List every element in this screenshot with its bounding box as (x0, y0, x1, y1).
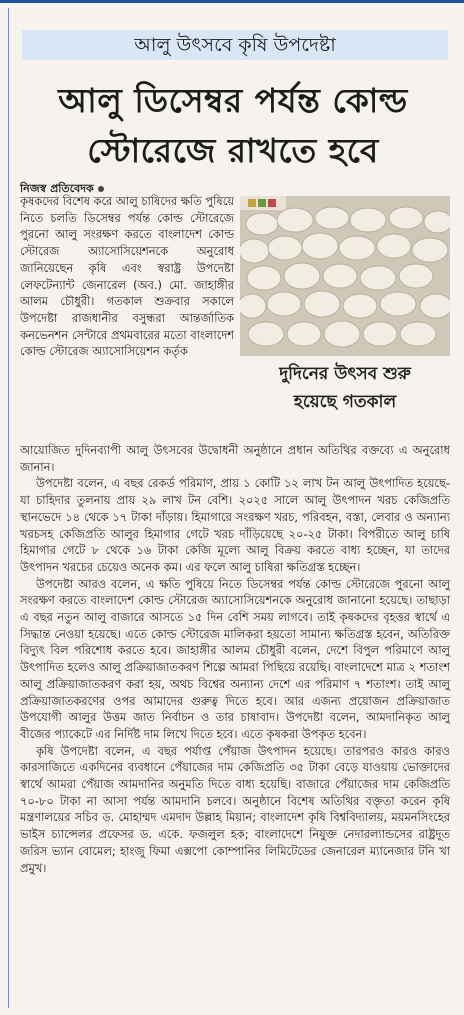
lead-paragraph-continued: আয়োজিত দুদিনব্যাপী আলু উৎসবের উদ্বোধনী অনুষ্ঠানে প্রধান অতিথির বক্তব্যে এ অনুরোধ জানান। (20, 443, 450, 474)
top-accent-rule (0, 0, 464, 3)
caption-line-1: দুদিনের উৎসব শুরু (279, 364, 411, 384)
dot-icon (98, 186, 104, 192)
headline-line-2: স্টোরেজে রাখতে হবে (87, 131, 379, 170)
body-paragraph-3: উপদেষ্টা আরও বলেন, এ ক্ষতি পুষিয়ে নিতে ডিসেম্বর পর্যন্ত কোল্ড স্টোরেজে পুরনো আলু সংরক্ষণ করতে বাংলাদেশ কোল্ড স্টোরেজ অ্যাসোসিয়েশনকে অনুরোধ জানানো হয়েছে। তাছাড়া এ বছর নতুন আলু বাজারে আসতে ১৫ দিন বেশি সময় লাগবে। তাই কৃষকদের বৃহত্তর স্বার্থে এ সিদ্ধান্ত নেওয়া হয়েছে। এতে কোল্ড স্টোরেজ মালিকরা হয়তো সামান্য ক্ষতিগ্রস্ত হবেন, অতিরিক্ত বিদ্যুৎ বিল পরিশোধ করতে হবে। জাহাঙ্গীর আলম চৌধুরী বলেন, দেশে বিপুল পরিমাণে আলু উৎপাদিত হলেও আলু প্রক্রিয়াজাতকরণ শিল্পে আমরা পিছিয়ে রয়েছি। বাংলাদেশে মাত্র ২ শতাংশ আলু প্রক্রিয়াজাতকরণ করা হয়, অথচ বিশ্বের অন্যান্য দেশে এর পরিমাণ ৭ শতাংশ। তাই আলু প্রক্রিয়াজাতকরণের ওপর আমাদের গুরুত্ব দিতে হবে। আর এজন্য প্রয়োজন প্রক্রিয়াজাত উপযোগী আলুর উত্তম জাত নির্বাচন ও তার চাষাবাদ। উপদেষ্টা বলেন, আমদানিকৃত আলু বীজের প্যাকেটে এর নির্দিষ্ট দাম লিখে দিতে হবে। এতে কৃষকরা উপকৃত হবেন। (20, 576, 450, 741)
body-paragraph-4: কৃষি উপদেষ্টা বলেন, এ বছর পর্যাপ্ত পেঁয়াজ উৎপাদন হয়েছে। তারপরও কারও কারও কারসাজিতে একদিনের ব্যবধানে পেঁয়াজের দাম কেজিপ্রতি ৩৫ টাকা বেড়ে যাওয়ায় ভোক্তাদের স্বার্থে আমরা পেঁয়াজ আমদানির অনুমতি দিতে বাধ্য হয়েছি। বাজারে পেঁয়াজের দাম কেজিপ্রতি ৭০-৮০ টাকা না আসা পর্যন্ত আমদানি চলবে। অনুষ্ঠানে বিশেষ অতিথির বক্তৃতা করেন কৃষি মন্ত্রণালয়ের সচিব ড. মোহাম্মদ এমদাদ উল্লাহ মিয়ান; বাংলাদেশ কৃষি বিশ্ববিদ্যালয়, ময়মনসিংহের ভাইস চ্যান্সেলর প্রফেসর ড. একে. ফজলুল হক; বাংলাদেশে নিযুক্ত নেদারল্যান্ডসের রাষ্ট্রদূত জরিস ভ্যান বোমেল; হাংজু ফিমা এক্সপো কোম্পানির লিমিটেডের জেনারেল ম্যানেজার টনি খা প্রমুখ। (20, 743, 450, 875)
body-paragraph-2: উপদেষ্টা বলেন, এ বছর রেকর্ড পরিমাণ, প্রায় ১ কোটি ১২ লাখ টন আলু উৎপাদিত হয়েছে- যা চাহিদার তুলনায় প্রায় ২৯ লাখ টন বেশি। ২০২৫ সালে আলু উৎপাদন খরচ কেজিপ্রতি স্থানভেদে ১৪ থেকে ১৭ টাকা দাঁড়ায়। হিমাগারে সংরক্ষণ খরচ, পরিবহন, বস্তা, লেবার ও অন্যান্য খরচসহ কেজিপ্রতি আলুর হিমাগার গেটে খরচ দাঁড়িয়েছে ২০-২৫ টাকা। বিপরীতে আলু চাষি হিমাগার গেটে ৮ থেকে ১৬ টাকা কেজি মূল্যে আলু বিক্রয় করতে বাধ্য হচ্ছেন, যা তাদের উৎপাদন খরচের চেয়েও অনেক কম। এর ফলে আলু চাষিরা ক্ষতিগ্রস্ত হচ্ছেন। (20, 476, 450, 574)
article-body (20, 442, 450, 876)
photo-caption (240, 360, 450, 416)
article-headline (18, 76, 448, 176)
left-column-rule (8, 8, 9, 1008)
potato-photo (240, 196, 450, 356)
lead-paragraph: কৃষকদের বিশেষ করে আলু চাষিদের ক্ষতি পুষিয়ে নিতে চলতি ডিসেম্বর পর্যন্ত কোল্ড স্টোরেজে পুরনো আলু সংরক্ষণ করতে বাংলাদেশ কোল্ড স্টোরেজ অ্যাসোসিয়েশনকে অনুরোধ জানিয়েছেন কৃষি এবং স্বরাষ্ট্র উপদেষ্টা লেফটেন্যান্ট জেনারেল (অব.) মো. জাহাঙ্গীর আলম চৌধুরী। গতকাল শুক্রবার সকালে উপদেষ্টা রাজধানীর বসুন্ধরা আন্তর্জাতিক কনভেনশন সেন্টারে প্রথমবারের মতো বাংলাদেশ কোল্ড স্টোরেজ অ্যাসোসিয়েশন কর্তৃক (20, 194, 234, 359)
article-kicker: আলু উৎসবে কৃষি উপদেষ্টা (22, 30, 448, 60)
caption-line-2: হয়েছে গতকাল (293, 392, 397, 412)
headline-line-1: আলু ডিসেম্বর পর্যন্ত কোল্ড (58, 81, 408, 120)
byline-text: নিজস্ব প্রতিবেদক (20, 182, 94, 195)
article-lead-column (20, 193, 234, 360)
